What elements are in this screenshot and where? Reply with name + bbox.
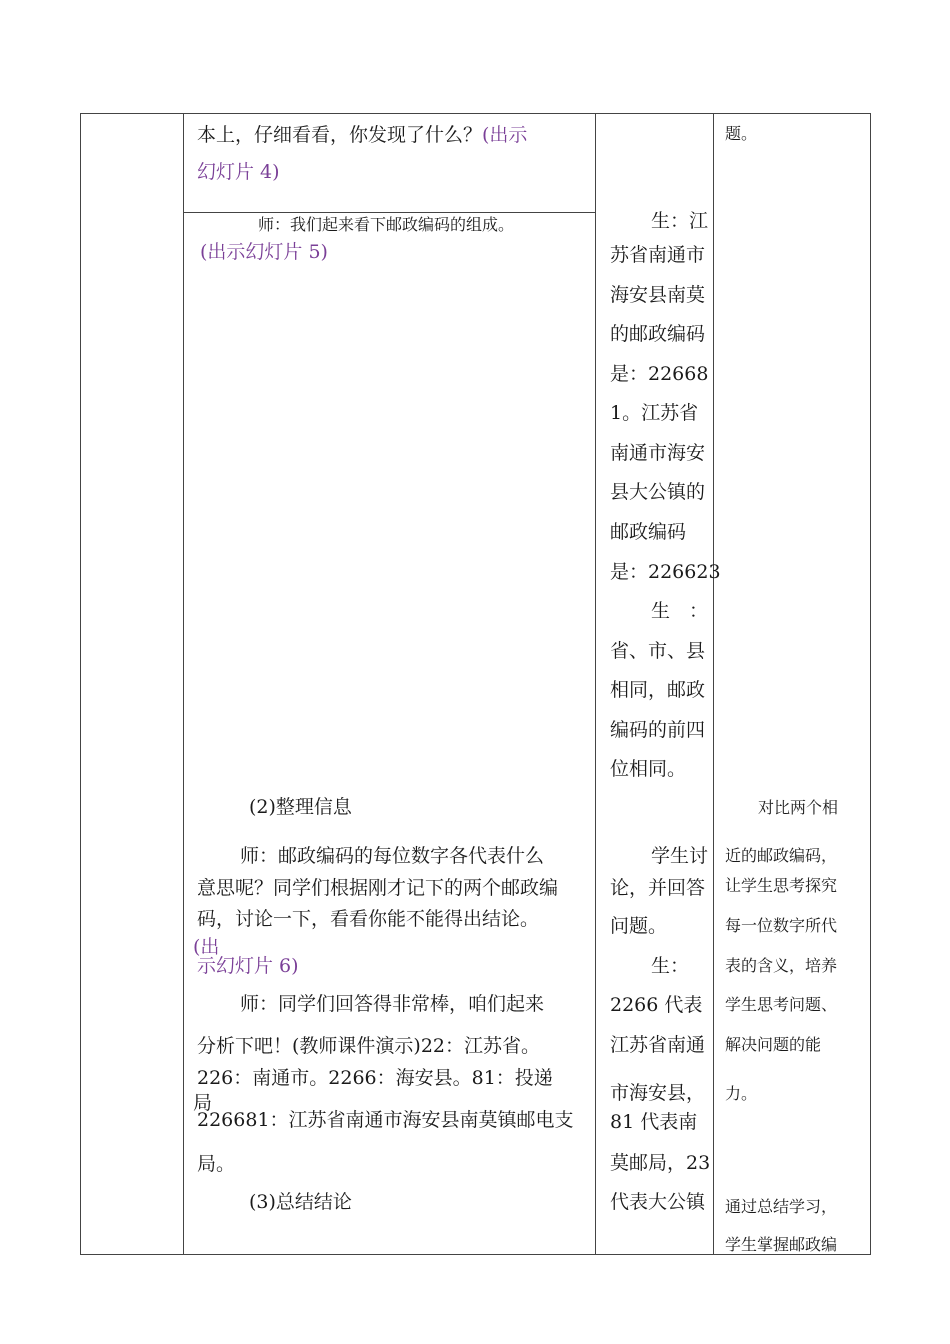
slide-reference: (出示幻灯片 5) [200,241,328,263]
slide-reference: 幻灯片 4) [197,161,280,183]
table-top-border [80,113,871,114]
student-text-line: 代表大公镇 [610,1191,706,1213]
student-text-line: 邮政编码 [610,521,687,543]
teacher-text-line: 226681：江苏省南通市海安县南莫镇邮电支 [197,1109,574,1131]
student-text-line: 位相同。 [610,758,687,780]
student-text-line: 苏省南通市 [610,244,706,266]
student-text-line: 江苏省南通 [610,1034,706,1056]
section-heading: (3)总结结论 [249,1191,352,1213]
intent-text-line: 学生思考问题、 [725,995,838,1014]
teacher-text-line: 局。 [197,1153,236,1175]
student-text-line: 莫邮局，23 [610,1152,711,1174]
slide-reference: (出示 [482,124,528,146]
slide-reference: 示幻灯片 6) [197,955,299,977]
column-divider-1 [183,113,184,1255]
intent-text-line: 力。 [725,1084,758,1103]
intent-text-line: 题。 [725,124,758,143]
student-text-line: 编码的前四 [610,719,706,741]
student-text-line: 81 代表南 [610,1111,698,1133]
intent-text-line: 对比两个相 [758,798,839,817]
intent-text-line: 学生掌握邮政编 [725,1235,838,1254]
teacher-text-line: 意思呢？同学们根据刚才记下的两个邮政编 [197,877,559,899]
student-text-line: 海安县南莫 [610,284,706,306]
teacher-text-line: 局 [193,1092,213,1114]
teacher-text-line: 码，讨论一下，看看你能不能得出结论。 [197,908,540,930]
student-text-line: 省、市、县 [610,640,706,662]
student-text-line: 是：22668 [610,363,709,385]
teacher-text-line: 分析下吧！(教师课件演示)22：江苏省。 [197,1035,541,1057]
teacher-text-line: 师：我们起来看下邮政编码的组成。 [258,215,515,234]
table-left-border [80,113,81,1255]
intent-text-line: 解决问题的能 [725,1035,822,1054]
intent-text-line: 通过总结学习， [725,1197,838,1216]
intent-text-line: 让学生思考探究 [725,876,838,895]
column-divider-2 [595,113,596,1255]
student-text-line: 县大公镇的 [610,481,706,503]
intent-text-line: 表的含义，培养 [725,956,838,975]
table-right-border [870,113,871,1255]
student-text-line: 的邮政编码 [610,323,706,345]
student-text-line: 市海安县， [610,1082,706,1104]
student-text-line: 2266 代表 [610,994,703,1016]
student-text-line: 论，并回答 [610,877,706,899]
section-heading: (2)整理信息 [249,796,352,818]
student-text-line: 学生讨 [651,845,709,867]
student-text-line: 相同，邮政 [610,679,706,701]
student-text-line: 是：226623 [610,561,721,583]
student-text-line: 生：江 [651,210,709,232]
teacher-text-line: 本上，仔细看看，你发现了什么？(出示 [197,124,528,146]
teacher-text-line: 师：同学们回答得非常棒，咱们起来 [240,993,545,1015]
student-text-line: 生： [651,955,690,977]
student-text-line: 生 ： [651,600,709,622]
student-text-line: 问题。 [610,915,668,937]
slide-reference: (出 [193,936,220,958]
student-text-line: 南通市海安 [610,442,706,464]
teacher-cell-divider [183,212,595,213]
intent-text-line: 每一位数字所代 [725,916,838,935]
column-divider-3 [713,113,714,1255]
teacher-text-line: 226：南通市。2266：海安县。81：投递 [197,1067,553,1089]
student-text-line: 1。江苏省 [610,402,699,424]
intent-text-line: 近的邮政编码， [725,846,838,865]
teacher-text-line: 师：邮政编码的每位数字各代表什么 [240,845,545,867]
